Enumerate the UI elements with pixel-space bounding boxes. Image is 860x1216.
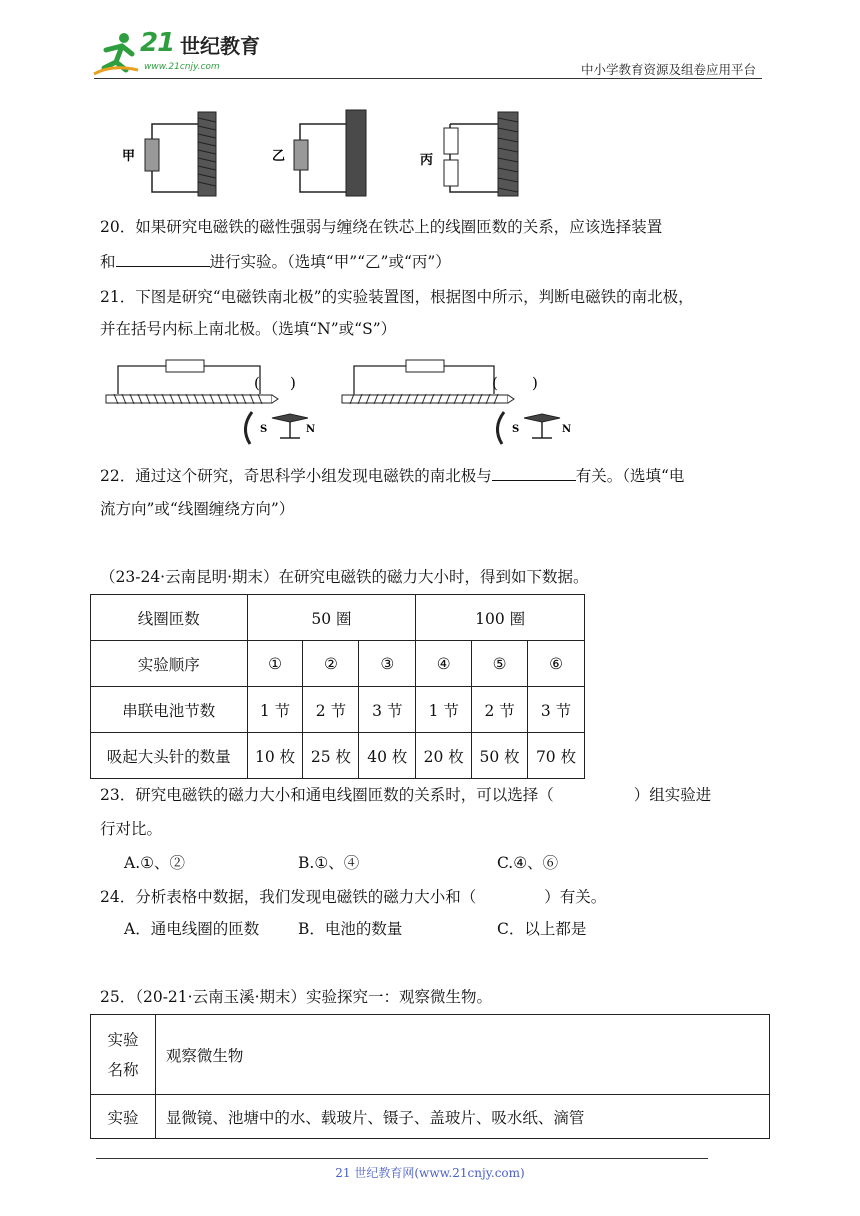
row-header-pins: 吸起大头针的数量 [91,733,248,779]
table-cell: 1 节 [247,687,303,733]
table-cell: ② [303,641,359,687]
q23-option-b[interactable]: B.①、④ [298,854,360,872]
table-cell: ① [247,641,303,687]
table-cell: 40 枚 [359,733,416,779]
q25-label-name-a: 实验 [107,1030,139,1049]
logo-text: 世纪教育 [180,34,260,58]
table-cell: 50 枚 [472,733,528,779]
table-cell: 20 枚 [416,733,472,779]
q23-prefix: 23．研究电磁铁的磁力大小和通电线圈匝数的关系时，可以选择（ [100,786,554,804]
q24-option-a[interactable]: A．通电线圈的匝数 [124,920,260,938]
table-cell: ③ [359,641,416,687]
q25-value-name: 观察微生物 [155,1015,769,1095]
table-row [91,1095,770,1139]
q21-line2: 并在括号内标上南北极。（选填“N”或“S”） [100,320,397,338]
q23-line1 [100,784,711,806]
q21-line1: 21．下图是研究“电磁铁南北极”的实验装置图，根据图中所示，判断电磁铁的南北极， [100,288,694,306]
q22-line2: 流方向”或“线圈缠绕方向”） [100,500,295,518]
device-bing [444,112,518,196]
q25-table [90,1014,770,1139]
q22-prefix: 22．通过这个研究，奇思科学小组发现电磁铁的南北极与 [100,467,492,485]
q23-option-a[interactable]: A.①、② [124,854,186,872]
q25-label-name-b: 名称 [107,1060,139,1079]
platform-name: 中小学教育资源及组卷应用平台 [580,62,756,77]
table-cell: 2 节 [303,687,359,733]
q24-option-c[interactable]: C．以上都是 [497,920,587,938]
logo-url: www.21cnjy.com [144,62,220,72]
coil-group-100: 100 圈 [416,595,585,641]
site-logo [92,28,272,82]
electromagnet-devices-figure [110,104,530,204]
q25-label-name [91,1015,156,1095]
q23-line2: 行对比。 [100,820,163,838]
paren-open-left: ( [254,374,260,392]
footer-text[interactable]: 21 世纪教育网(www.21cnjy.com) [335,1166,525,1180]
table-cell: 10 枚 [247,733,303,779]
table-cell: 3 节 [359,687,416,733]
q25-title: 25．（20-21·云南玉溪·期末）实验探究一：观察微生物。 [100,988,493,1006]
table-cell: 1 节 [416,687,472,733]
paren-open-right: ( [492,374,498,392]
row-header-battery: 串联电池节数 [91,687,248,733]
q25-label-materials: 实验 [91,1095,156,1139]
q23-suffix: ）组实验进 [633,786,712,804]
table-row [91,1015,770,1095]
q24-line1 [100,886,606,908]
table-row-pins [91,733,585,779]
header-divider [94,78,762,79]
table-cell: 25 枚 [303,733,359,779]
runner-logo-icon [92,30,142,76]
pole-n-right: N [562,424,572,435]
table-cell: 2 节 [472,687,528,733]
q20-line1: 20．如果研究电磁铁的磁性强弱与缠绕在铁芯上的线圈匝数的关系，应该选择装置 [100,218,663,236]
footer-divider [96,1158,708,1159]
q20-suffix: 进行实验。（选填“甲”“乙”或“丙”） [209,253,451,271]
apparatus-right [342,360,571,444]
device-label-yi: 乙 [272,149,286,164]
table-row-coil [91,595,585,641]
magnet-data-table [90,594,585,779]
paren-close-left: ) [290,374,296,392]
row-header-coil: 线圈匝数 [91,595,248,641]
table-row-order [91,641,585,687]
q20-prefix: 和 [100,253,116,271]
q20-line2 [100,250,451,273]
logo-number: 21 [140,28,175,58]
q22-line1 [100,464,684,487]
apparatus-left [106,360,315,444]
section2-intro: （23-24·云南昆明·期末）在研究电磁铁的磁力大小时，得到如下数据。 [100,568,589,586]
pole-s-right: S [512,424,520,435]
q20-answer-blank[interactable] [116,250,210,267]
table-cell: ⑤ [472,641,528,687]
q24-prefix: 24．分析表格中数据，我们发现电磁铁的磁力大小和（ [100,888,477,906]
coil-group-50: 50 圈 [247,595,416,641]
pole-n-left: N [306,424,316,435]
device-jia [145,112,216,196]
q23-option-c[interactable]: C.④、⑥ [497,854,559,872]
table-cell: 3 节 [528,687,585,733]
table-row-battery [91,687,585,733]
table-cell: ⑥ [528,641,585,687]
electromagnet-compass-figure [100,352,590,452]
q24-suffix: ）有关。 [544,888,607,906]
table-cell: 70 枚 [528,733,585,779]
row-header-order: 实验顺序 [91,641,248,687]
q25-value-materials: 显微镜、池塘中的水、载玻片、镊子、盖玻片、吸水纸、滴管 [155,1095,769,1139]
q24-option-b[interactable]: B．电池的数量 [298,920,403,938]
q22-suffix: 有关。（选填“电 [575,467,685,485]
device-label-jia: 甲 [122,149,136,164]
pole-s-left: S [260,424,268,435]
q22-answer-blank[interactable] [492,464,576,481]
table-cell: ④ [416,641,472,687]
device-label-bing: 丙 [420,153,434,168]
device-yi [294,110,366,196]
paren-close-right: ) [532,374,538,392]
